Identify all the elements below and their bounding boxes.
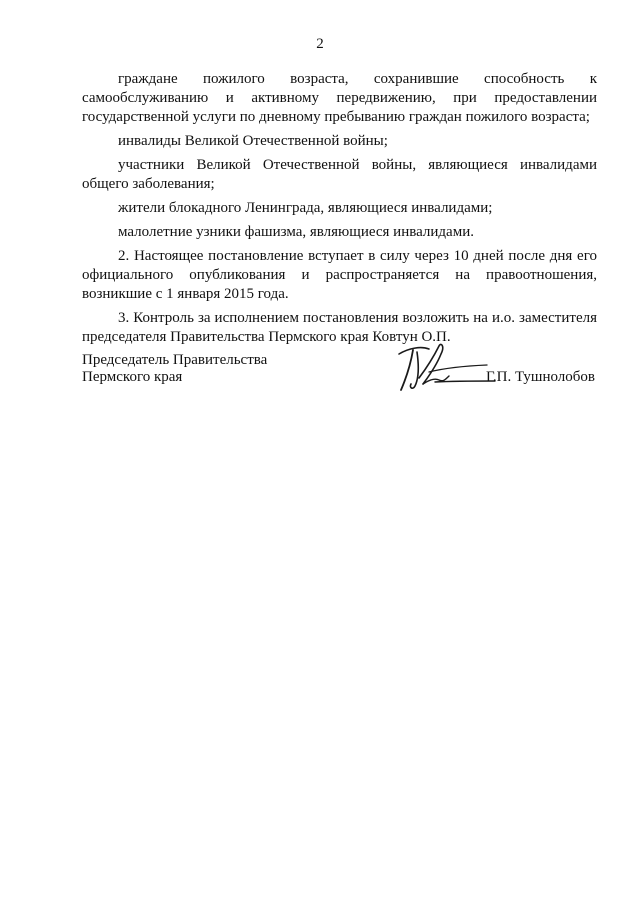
paragraph-eligible-elderly: граждане пожилого возраста, сохранившие способность к самообслуживанию и активному передвижению, при предоставлении государственной услуги по дневному пребыванию граждан пожилого возраста; bbox=[82, 71, 597, 125]
signatory-title bbox=[82, 352, 267, 386]
paragraph-war-participants: участники Великой Отечественной войны, являющиеся инвалидами общего заболевания; bbox=[82, 157, 597, 192]
paragraph-war-invalids: инвалиды Великой Отечественной войны; bbox=[118, 133, 388, 149]
paragraph-control: 3. Контроль за исполнением постановления возложить на и.о. заместителя председателя Правительства Пермского края Ковтун О.П. bbox=[82, 310, 597, 345]
paragraph-effective-date: 2. Настоящее постановление вступает в силу через 10 дней после дня его официального опубликования и распространяется на правоотношения, возникшие с 1 января 2015 года. bbox=[82, 248, 597, 302]
document-body bbox=[82, 70, 597, 347]
paragraph-fascism-prisoners: малолетние узники фашизма, являющиеся инвалидами. bbox=[118, 224, 474, 240]
handwritten-signature bbox=[389, 340, 499, 394]
signature-block bbox=[82, 352, 597, 392]
signatory-title-line2: Пермского края bbox=[82, 369, 183, 385]
signatory-title-line1: Председатель Правительства bbox=[82, 352, 268, 368]
page-number: 2 bbox=[316, 36, 324, 52]
signatory-name: Г.П. Тушнолобов bbox=[485, 369, 595, 385]
paragraph-leningrad-residents: жители блокадного Ленинграда, являющиеся инвалидами; bbox=[118, 200, 493, 216]
